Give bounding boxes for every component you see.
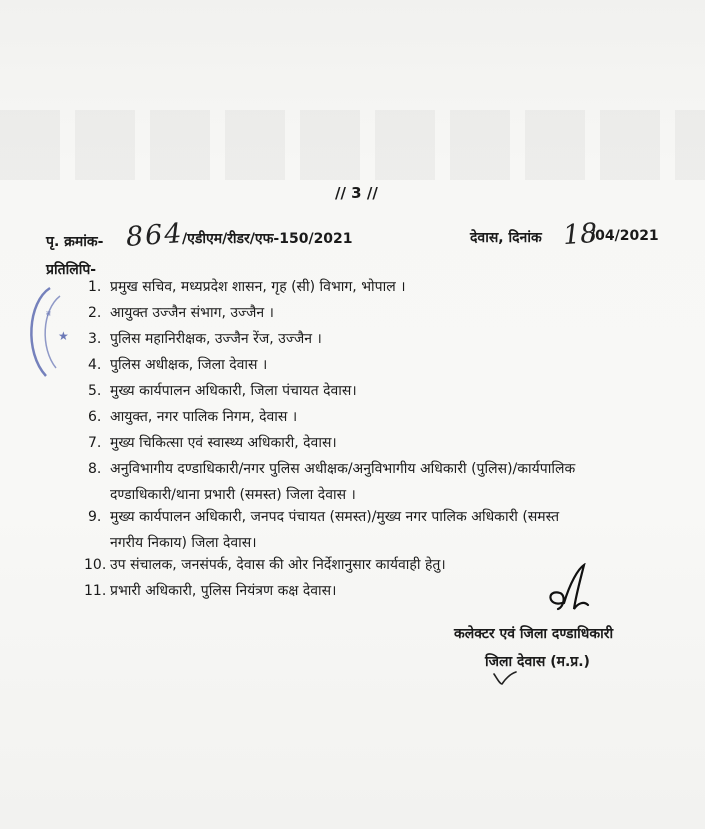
list-item: 6. आयुक्त, नगर पालिक निगम, देवास । (88, 409, 298, 425)
list-item: 1. प्रमुख सचिव, मध्यप्रदेश शासन, गृह (सी) विभाग, भोपाल । (88, 279, 406, 295)
handwritten-tick-icon (492, 668, 518, 688)
official-stamp-icon (20, 282, 72, 382)
copy-to-label: प्रतिलिपि- (46, 262, 97, 278)
signature-icon (540, 563, 600, 623)
page-number: // 3 // (335, 184, 378, 202)
date-suffix: /04/2021 (590, 228, 659, 244)
place-date-label: देवास, दिनांक (470, 230, 542, 246)
list-item: 7. मुख्य चिकित्सा एवं स्वास्थ्य अधिकारी, देवास। (88, 435, 337, 451)
reference-suffix: /एडीएम/रीडर/एफ-150/2021 (182, 231, 353, 247)
list-item: 2. आयुक्त उज्जैन संभाग, उज्जैन । (88, 305, 274, 321)
date-day-handwritten: 18 (561, 217, 599, 252)
list-item: 5. मुख्य कार्यपालन अधिकारी, जिला पंचायत देवास। (88, 383, 357, 399)
signatory-designation: कलेक्टर एवं जिला दण्डाधिकारी (454, 626, 614, 642)
bleed-through-text (0, 110, 705, 180)
list-item: 4. पुलिस अधीक्षक, जिला देवास । (88, 357, 268, 373)
list-item: 9. मुख्य कार्यपालन अधिकारी, जनपद पंचायत (समस्त)/मुख्य नगर पालिक अधिकारी (समस्त नगरीय निकाय) जिला देवास। (88, 509, 560, 551)
reference-label: पृ. क्रमांक- (46, 234, 104, 250)
signatory-location: जिला देवास (म.प्र.) (485, 654, 590, 670)
list-item: 11. प्रभारी अधिकारी, पुलिस नियंत्रण कक्ष देवास। (84, 583, 337, 599)
svg-text:★: ★ (58, 329, 69, 343)
list-item: 10. उप संचालक, जनसंपर्क, देवास की ओर निर्देशानुसार कार्यवाही हेतु। (84, 557, 446, 573)
list-item: 8. अनुविभागीय दण्डाधिकारी/नगर पुलिस अधीक्षक/अनुविभागीय अधिकारी (पुलिस)/कार्यपालिक दण्डाधिकारी/थाना प्रभारी (समस्त) जिला देवास । (88, 461, 576, 503)
reference-number-handwritten: 864 (124, 218, 185, 253)
svg-text:स्र: स्र (46, 310, 51, 318)
list-item: 3. पुलिस महानिरीक्षक, उज्जैन रेंज, उज्जैन । (88, 331, 322, 347)
